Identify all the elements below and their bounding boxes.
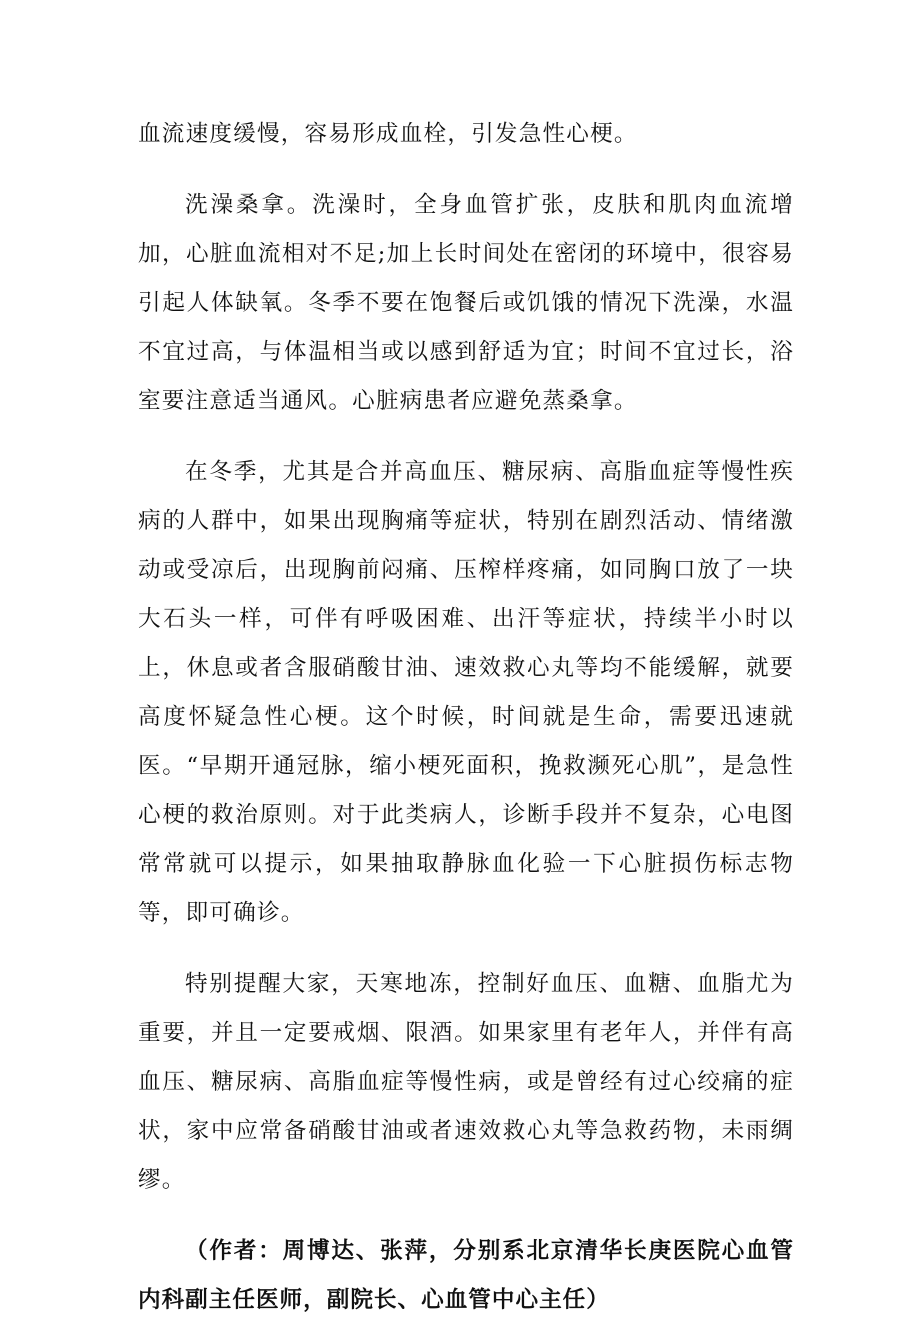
- paragraph-bathing-sauna: 洗澡桑拿。洗澡时，全身血管扩张，皮肤和肌肉血流增加，心脏血流相对不足;加上长时间处在密闭的环境中，很容易引起人体缺氧。冬季不要在饱餐后或饥饿的情况下洗澡，水温不宜过高，与体温相当或以感到舒适为宜；时间不宜过长，浴室要注意适当通风。心脏病患者应避免蒸桑拿。: [138, 192, 794, 414]
- paragraph-special-reminder: 特别提醒大家，天寒地冻，控制好血压、血糖、血脂尤为重要，并且一定要戒烟、限酒。如果家里有老年人，并伴有高血压、糖尿病、高脂血症等慢性病，或是曾经有过心绞痛的症状，家中应常备硝酸甘油或者速效救心丸等急救药物，未雨绸缪。: [138, 971, 794, 1193]
- author-note: （作者：周博达、张萍，分别系北京清华长庚医院心血管内科副主任医师，副院长、心血管中心主任）: [138, 1238, 794, 1313]
- document-body: [138, 110, 794, 1325]
- paragraph-heart-attack-symptoms: 在冬季，尤其是合并高血压、糖尿病、高脂血症等慢性疾病的人群中，如果出现胸痛等症状，特别在剧烈活动、情绪激动或受凉后，出现胸前闷痛、压榨样疼痛，如同胸口放了一块大石头一样，可伴有呼吸困难、出汗等症状，持续半小时以上，休息或者含服硝酸甘油、速效救心丸等均不能缓解，就要高度怀疑急性心梗。这个时候，时间就是生命，需要迅速就医。“早期开通冠脉，缩小梗死面积，挽救濒死心肌”，是急性心梗的救治原则。对于此类病人，诊断手段并不复杂，心电图常常就可以提示，如果抽取静脉血化验一下心脏损伤标志物等，即可确诊。: [138, 459, 794, 926]
- paragraph-continuation: 血流速度缓慢，容易形成血栓，引发急性心梗。: [138, 121, 638, 147]
